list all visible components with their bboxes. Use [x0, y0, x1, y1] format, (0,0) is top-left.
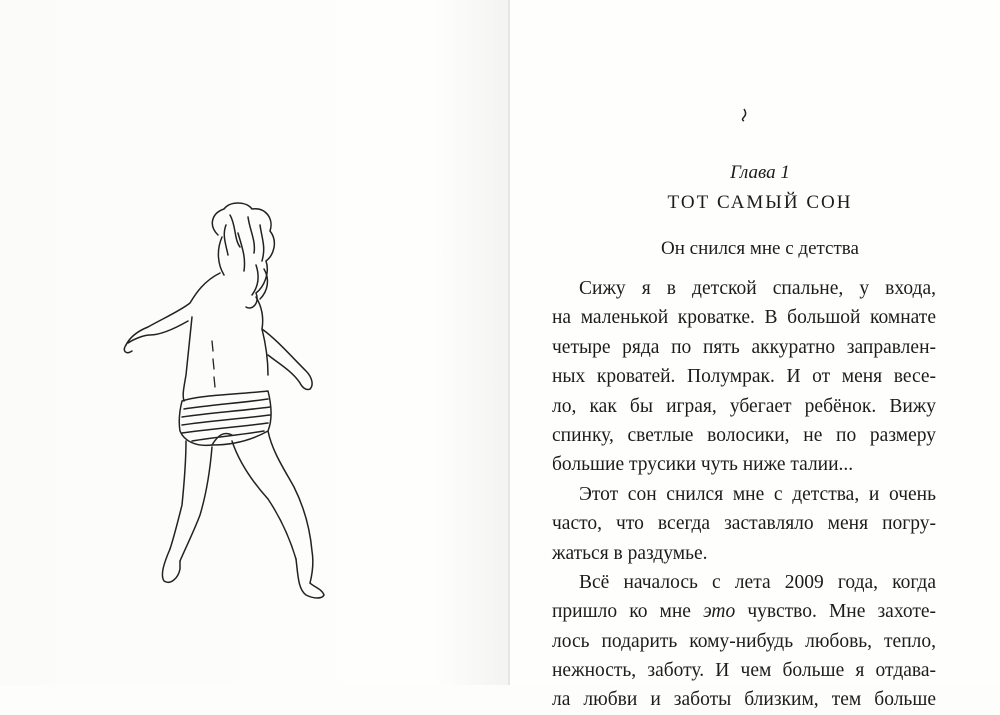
text-line: на маленькой кроватке. В большой комнате	[552, 307, 936, 329]
chapter-label: Глава 1	[730, 162, 790, 183]
text-line: ло, как бы играя, убегает ребёнок. Вижу	[552, 395, 936, 417]
chapter-subtitle: Он снился мне с детства	[661, 238, 859, 259]
text-line: ла любви и заботы близким, тем больше	[552, 689, 936, 711]
text-line: жаться в раздумье.	[552, 542, 708, 564]
left-page	[0, 0, 510, 685]
text-line-emphasis	[552, 597, 936, 626]
text-line: спинку, светлые волосики, не по размеру	[552, 424, 936, 446]
text-line: большие трусики чуть ниже талии...	[552, 454, 854, 476]
text-line: лось подарить кому-нибудь любовь, тепло,	[552, 630, 936, 652]
text-fragment: чувство. Мне захоте-	[735, 601, 936, 623]
text-line: нежность, заботу. И чем больше я отдава-	[552, 660, 936, 682]
text-line: часто, что всегда заставляло меня погру-	[552, 513, 936, 535]
text-line: ных кроватей. Полумрак. И от меня весе-	[552, 366, 936, 388]
text-fragment: пришло ко мне	[552, 601, 704, 623]
chapter-title: ТОТ САМЫЙ СОН	[667, 192, 853, 213]
text-line: четыре ряда по пять аккуратно заправлен-	[552, 336, 936, 358]
emphasized-word: это	[703, 601, 736, 623]
text-line: Всё началось с лета 2009 года, когда	[579, 571, 936, 593]
child-running-illustration	[100, 195, 360, 625]
ornament-icon	[739, 108, 749, 122]
text-line: Сижу я в детской спальне, у входа,	[579, 278, 936, 299]
text-line: Этот сон снился мне с детства, и очень	[579, 483, 936, 505]
body-text	[552, 274, 936, 715]
